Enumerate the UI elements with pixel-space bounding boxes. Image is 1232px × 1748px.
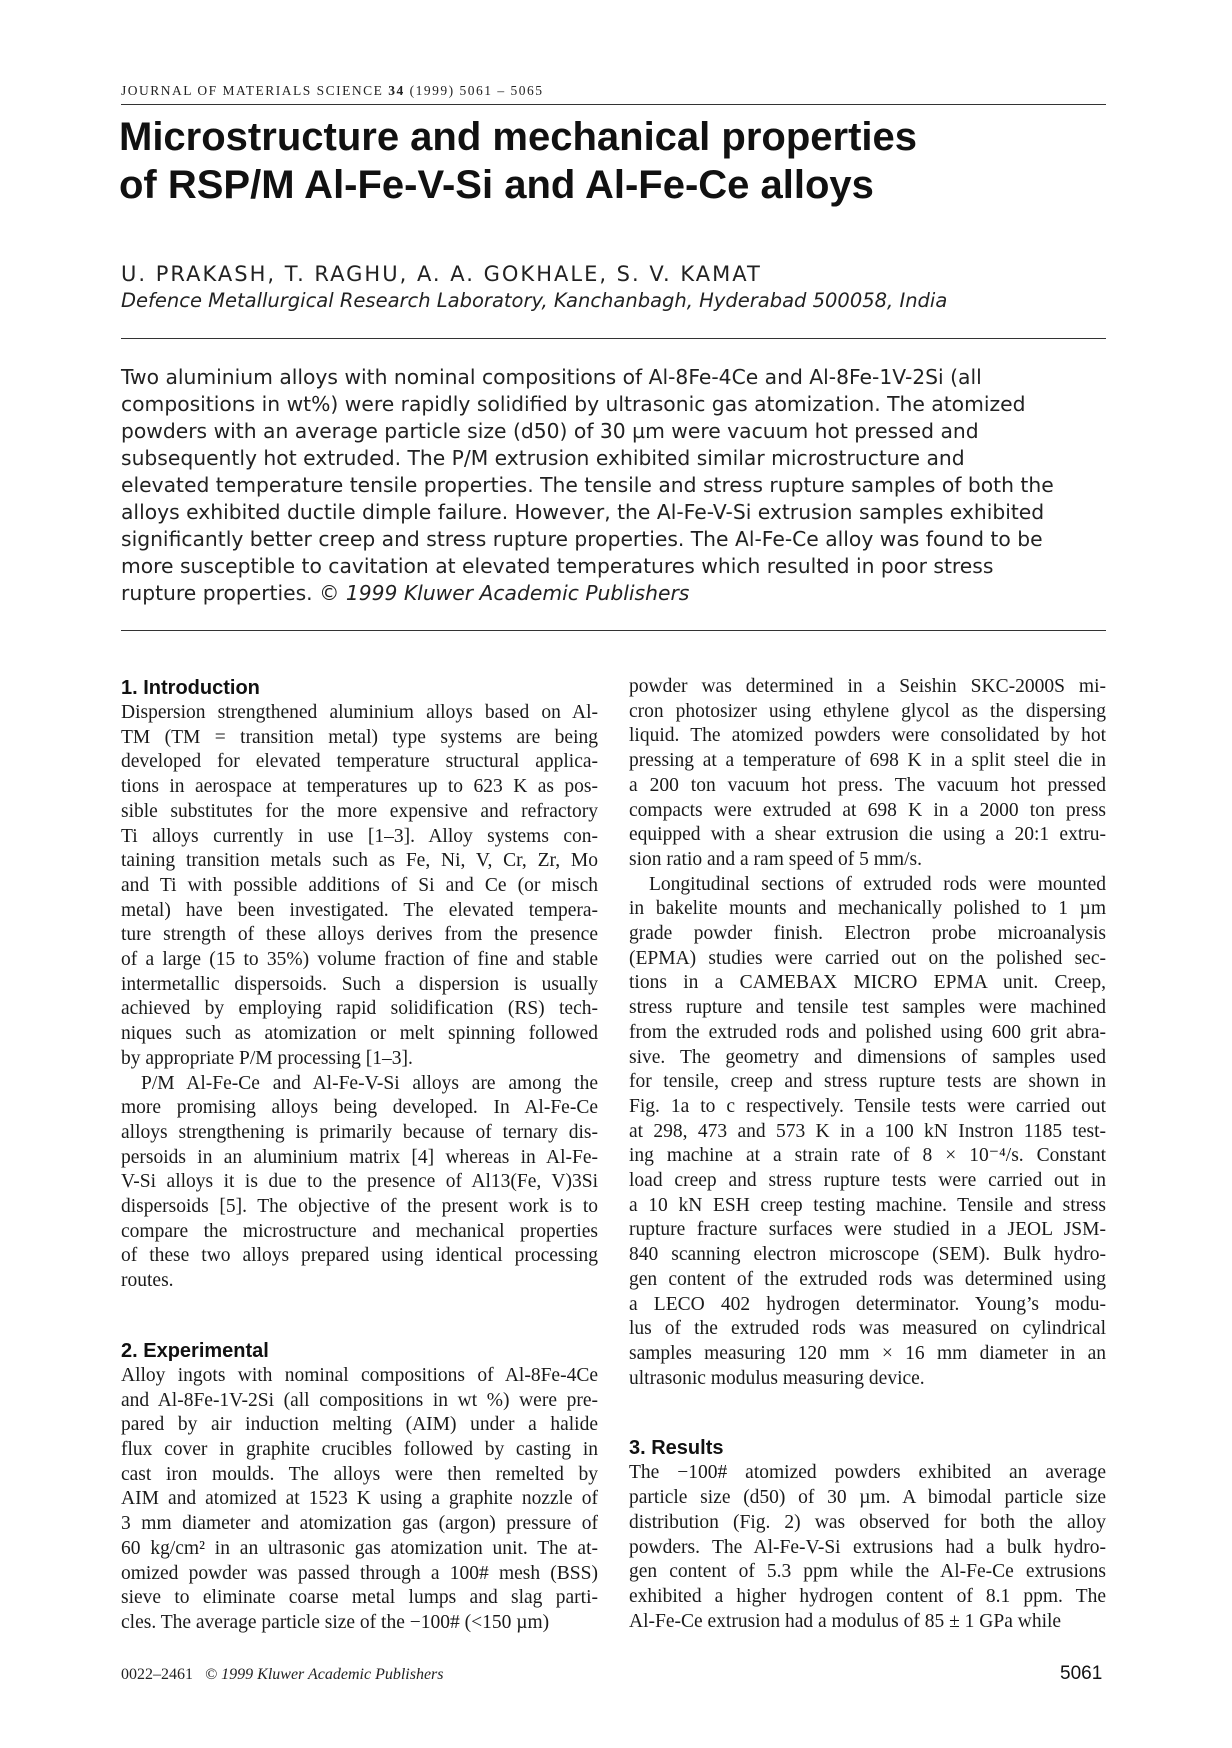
abstract-line: more susceptible to cavitation at elevated temperatures which resulted in poor stress: [121, 554, 994, 578]
text-line: of these two alloys prepared using identical processing: [121, 1245, 598, 1267]
text-line: TM (TM = transition metal) type systems are being: [121, 726, 598, 748]
text-line: 60 kg/cm² in an ultrasonic gas atomization unit. The at-: [121, 1537, 598, 1559]
text-line: routes.: [121, 1270, 174, 1292]
text-line: pared by air induction melting (AIM) under a halide: [121, 1414, 598, 1436]
footer-issn: 0022–2461: [121, 1666, 193, 1683]
text-line: gen content of the extruded rods was determined using: [629, 1268, 1106, 1290]
text-line: at 298, 473 and 573 K in a 100 kN Instron 1185 test-: [629, 1120, 1106, 1142]
text-line: Al-Fe-Ce extrusion had a modulus of 85 ± 1 GPa while: [629, 1610, 1062, 1632]
text-line: sion ratio and a ram speed of 5 mm/s.: [629, 848, 922, 870]
text-line: more promising alloys being developed. In Al-Fe-Ce: [121, 1097, 598, 1119]
text-line: a 200 ton vacuum hot press. The vacuum hot pressed: [629, 774, 1106, 796]
introduction-paragraph-1: [121, 701, 598, 1072]
experimental-paragraph: [121, 1364, 598, 1636]
text-line: niques such as atomization or melt spinning followed: [121, 1023, 598, 1045]
right-column: [629, 675, 1106, 1634]
abstract-line: alloys exhibited ductile dimple failure. However, the Al-Fe-V-Si extrusion samples exhibited: [121, 500, 1045, 524]
text-line: alloys strengthening is primarily because of ternary dis-: [121, 1121, 598, 1143]
abstract-line: compositions in wt%) were rapidly solidified by ultrasonic gas atomization. The atomized: [121, 392, 1026, 416]
text-line: Longitudinal sections of extruded rods were mounted: [649, 873, 1106, 895]
text-line: flux cover in graphite crucibles followed by casting in: [121, 1438, 598, 1460]
abstract-last-text: rupture properties.: [121, 581, 313, 605]
introduction-paragraph-2: [121, 1072, 598, 1294]
text-line: pressing at a temperature of 698 K in a split steel die in: [629, 750, 1106, 772]
journal-year-pages: (1999) 5061 – 5065: [409, 83, 544, 98]
text-line: sible substitutes for the more expensive and refractory: [121, 800, 598, 822]
title-line: Microstructure and mechanical properties: [119, 115, 918, 159]
abstract: [121, 364, 1106, 607]
page-number: 5061: [1060, 1663, 1103, 1684]
text-line: powder was determined in a Seishin SKC-2000S mi-: [629, 676, 1106, 697]
text-line: omized powder was passed through a 100# mesh (BSS): [121, 1562, 598, 1584]
abstract-top-rule: [121, 338, 1106, 339]
text-line: ultrasonic modulus measuring device.: [629, 1367, 925, 1389]
text-line: The −100# atomized powders exhibited an average: [629, 1462, 1106, 1484]
text-line: particle size (d50) of 30 µm. A bimodal particle size: [629, 1487, 1106, 1509]
text-line: in bakelite mounts and mechanically polished to 1 µm: [629, 898, 1106, 920]
footer-copyright: © 1999 Kluwer Academic Publishers: [205, 1666, 444, 1683]
text-line: AIM and atomized at 1523 K using a graphite nozzle of: [121, 1488, 598, 1510]
experimental-continued-paragraph: [629, 675, 1106, 873]
section-heading-introduction: 1. Introduction: [121, 677, 260, 699]
text-line: intermetallic dispersoids. Such a dispersion is usually: [121, 973, 598, 995]
abstract-line: powders with an average particle size (d50) of 30 µm were vacuum hot pressed and: [121, 419, 979, 443]
results-paragraph: [629, 1461, 1106, 1634]
text-line: rupture fracture surfaces were studied in a JEOL JSM-: [629, 1219, 1106, 1241]
text-line: by appropriate P/M processing [1–3].: [121, 1047, 413, 1069]
left-column: [121, 675, 598, 1636]
text-line: cron photosizer using ethylene glycol as the dispersing: [629, 700, 1106, 722]
text-line: taining transition metals such as Fe, Ni, V, Cr, Zr, Mo: [121, 850, 598, 872]
abstract-bottom-rule: [121, 630, 1106, 631]
text-line: 840 scanning electron microscope (SEM). Bulk hydro-: [629, 1244, 1106, 1266]
journal-name: JOURNAL OF MATERIALS SCIENCE: [121, 83, 384, 98]
text-line: powders. The Al-Fe-V-Si extrusions had a bulk hydro-: [629, 1536, 1106, 1558]
text-line: Ti alloys currently in use [1–3]. Alloy systems con-: [121, 825, 598, 847]
text-line: (EPMA) studies were carried out on the polished sec-: [629, 947, 1106, 969]
text-line: exhibited a higher hydrogen content of 8.1 ppm. The: [629, 1585, 1106, 1607]
text-line: for tensile, creep and stress rupture tests are shown in: [629, 1071, 1106, 1093]
text-line: a LECO 402 hydrogen determinator. Young’s modu-: [629, 1293, 1106, 1315]
text-line: ing machine at a strain rate of 8 × 10⁻⁴/s. Constant: [629, 1145, 1106, 1167]
abstract-line: [121, 580, 1106, 607]
text-line: ture strength of these alloys derives from the presence: [121, 924, 598, 946]
text-line: cast iron moulds. The alloys were then remelted by: [121, 1463, 598, 1485]
text-line: a 10 kN ESH creep testing machine. Tensile and stress: [629, 1194, 1106, 1216]
text-line: tions in aerospace at temperatures up to 623 K as pos-: [121, 776, 598, 798]
text-line: stress rupture and tensile test samples were machined: [629, 997, 1106, 1019]
text-line: Fig. 1a to c respectively. Tensile tests were carried out: [629, 1095, 1106, 1117]
text-line: Dispersion strengthened aluminium alloys based on Al-: [121, 702, 598, 723]
text-line: dispersoids [5]. The objective of the present work is to: [121, 1196, 598, 1218]
abstract-line: elevated temperature tensile properties. The tensile and stress rupture samples of both the: [121, 473, 1054, 497]
text-line: P/M Al-Fe-Ce and Al-Fe-V-Si alloys are among the: [141, 1072, 598, 1094]
text-line: sieve to eliminate coarse metal lumps and slag parti-: [121, 1587, 598, 1609]
text-line: distribution (Fig. 2) was observed for both the alloy: [629, 1511, 1106, 1533]
header-rule: [121, 104, 1106, 105]
text-line: persoids in an aluminium matrix [4] whereas in Al-Fe-: [121, 1146, 598, 1168]
section-heading-experimental: 2. Experimental: [121, 1339, 269, 1362]
section-gap: [121, 1294, 598, 1338]
text-line: achieved by employing rapid solidification (RS) tech-: [121, 998, 598, 1020]
text-line: and Ti with possible additions of Si and Ce (or misch: [121, 874, 598, 896]
abstract-line: subsequently hot extruded. The P/M extrusion exhibited similar microstructure and: [121, 446, 965, 470]
abstract-copyright: © 1999 Kluwer Academic Publishers: [319, 581, 690, 605]
text-line: grade powder finish. Electron probe microanalysis: [629, 923, 1106, 945]
text-line: metal) have been investigated. The elevated tempera-: [121, 899, 598, 921]
text-line: V-Si alloys it is due to the presence of Al13(Fe, V)3Si: [121, 1171, 598, 1193]
text-line: from the extruded rods and polished using 600 grit abra-: [629, 1021, 1106, 1043]
text-line: 3 mm diameter and atomization gas (argon) pressure of: [121, 1513, 598, 1535]
text-line: liquid. The atomized powders were consolidated by hot: [629, 725, 1106, 747]
journal-header: [121, 83, 1106, 99]
affiliation: Defence Metallurgical Research Laboratory, Kanchanbagh, Hyderabad 500058, India: [121, 289, 948, 312]
section-heading-results: 3. Results: [629, 1437, 724, 1460]
section-gap: [629, 1391, 1106, 1435]
author-list: U. PRAKASH, T. RAGHU, A. A. GOKHALE, S. V. KAMAT: [121, 262, 762, 286]
text-line: lus of the extruded rods was measured on cylindrical: [629, 1318, 1106, 1340]
text-line: samples measuring 120 mm × 16 mm diameter in an: [629, 1342, 1106, 1364]
abstract-line: Two aluminium alloys with nominal compositions of Al-8Fe-4Ce and Al-8Fe-1V-2Si (all: [121, 365, 982, 389]
abstract-line: significantly better creep and stress rupture properties. The Al-Fe-Ce alloy was found to be: [121, 527, 1043, 551]
text-line: of a large (15 to 35%) volume fraction of fine and stable: [121, 949, 598, 971]
text-line: Alloy ingots with nominal compositions of Al-8Fe-4Ce: [121, 1364, 598, 1386]
paper-title: [119, 113, 1104, 209]
title-line: of RSP/M Al-Fe-V-Si and Al-Fe-Ce alloys: [119, 163, 874, 207]
text-line: tions in a CAMEBAX MICRO EPMA unit. Creep,: [629, 972, 1106, 994]
journal-volume: 34: [388, 83, 405, 98]
text-line: developed for elevated temperature structural applica-: [121, 751, 598, 773]
experimental-methods-paragraph: [629, 873, 1106, 1392]
text-line: equipped with a shear extrusion die using a 20:1 extru-: [629, 824, 1106, 846]
text-line: gen content of 5.3 ppm while the Al-Fe-Ce extrusions: [629, 1561, 1106, 1583]
text-line: compare the microstructure and mechanical properties: [121, 1220, 598, 1242]
text-line: sive. The geometry and dimensions of samples used: [629, 1046, 1106, 1068]
text-line: cles. The average particle size of the −100# (<150 µm): [121, 1611, 550, 1633]
text-line: compacts were extruded at 698 K in a 2000 ton press: [629, 799, 1106, 821]
footer-issn-copyright: [121, 1666, 444, 1684]
text-line: and Al-8Fe-1V-2Si (all compositions in wt %) were pre-: [121, 1389, 598, 1411]
text-line: load creep and stress rupture tests were carried out in: [629, 1170, 1106, 1192]
